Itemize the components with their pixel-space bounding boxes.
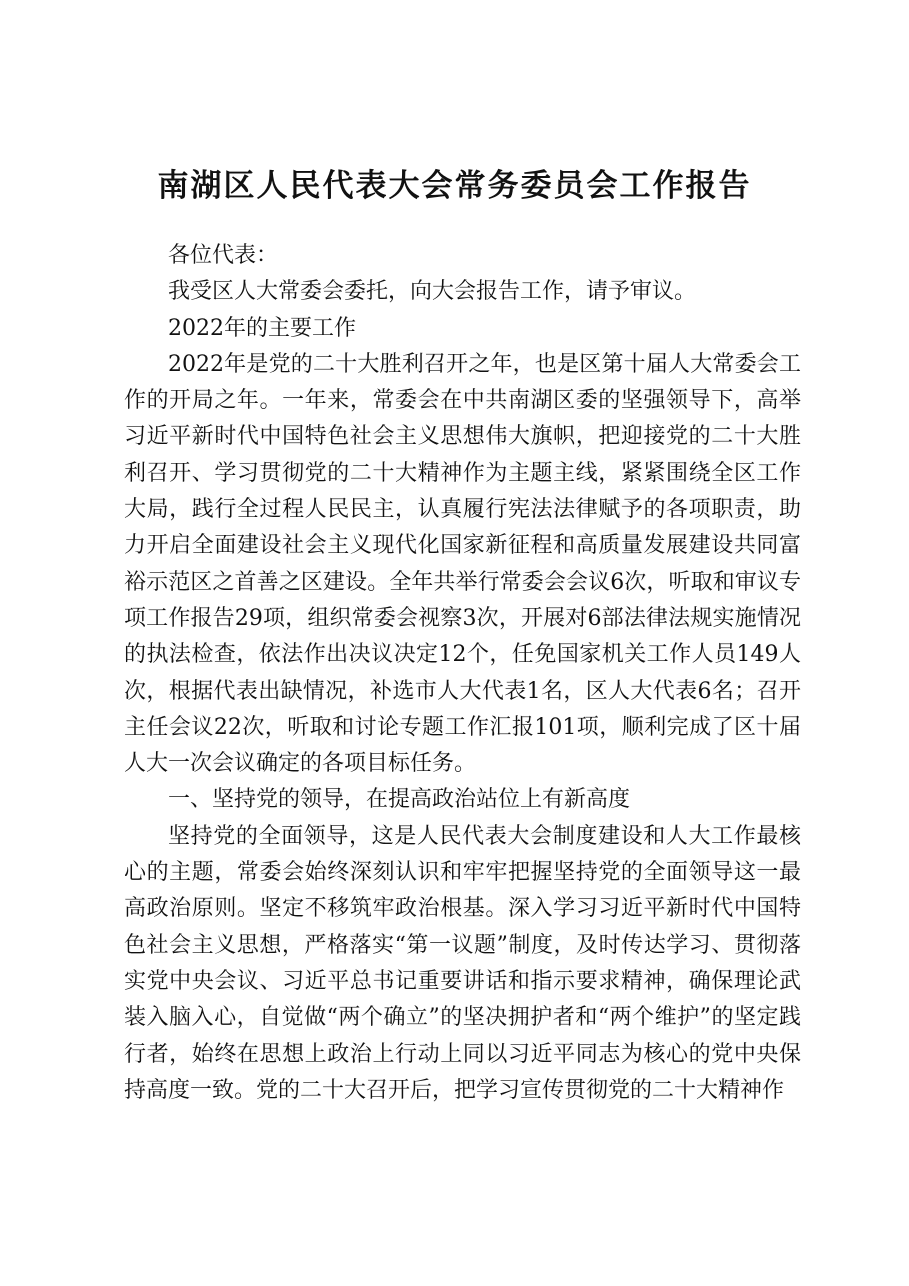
- party-leadership-paragraph: 坚持党的全面领导，这是人民代表大会制度建设和人大工作最核心的主题，常委会始终深刻认识和牢牢把握坚持党的全面领导这一最高政治原则。坚定不移筑牢政治根基。深入学习习近平新时代中国特色社会主义思想，严格落实“第一议题”制度，及时传达学习、贯彻落实党中央会议、习近平总书记重要讲话和指示要求精神，确保理论武装入脑入心，自觉做“两个确立”的坚决拥护者和“两个维护”的坚定践行者，始终在思想上政治上行动上同以习近平同志为核心的党中央保持高度一致。党的二十大召开后，把学习宣传贯彻党的二十大精神作: [124, 823, 801, 1103]
- summary-paragraph: 2022年是党的二十大胜利召开之年，也是区第十届人大常委会工作的开局之年。一年来，常委会在中共南湖区委的坚强领导下，高举习近平新时代中国特色社会主义思想伟大旗帜，把迎接党的二十大胜利召开、学习贯彻党的二十大精神作为主题主线，紧紧围绕全区工作大局，践行全过程人民民主，认真履行宪法法律赋予的各项职责，助力开启全面建设社会主义现代化国家新征程和高质量发展建设共同富裕示范区之首善之区建设。全年共举行常委会会议6次，听取和审议专项工作报告29项，组织常委会视察3次，开展对6部法律法规实施情况的执法检查，依法作出决议决定12个，任免国家机关工作人员149人次，根据代表出缺情况，补选市人大代表1名，区人大代表6名；召开主任会议22次，听取和讨论专题工作汇报101项，顺利完成了区十届人大一次会议确定的各项目标任务。: [124, 351, 801, 777]
- document-body: [124, 238, 801, 1109]
- document-title: 南湖区人民代表大会常务委员会工作报告: [157, 168, 752, 204]
- opening-paragraph: 我受区人大常委会委托，向大会报告工作，请予审议。: [168, 279, 697, 305]
- section-heading-main-work: 2022年的主要工作: [168, 315, 356, 341]
- salutation-paragraph: 各位代表：: [168, 243, 279, 268]
- section-heading-party-leadership: 一、坚持党的领导，在提高政治站位上有新高度: [168, 787, 631, 813]
